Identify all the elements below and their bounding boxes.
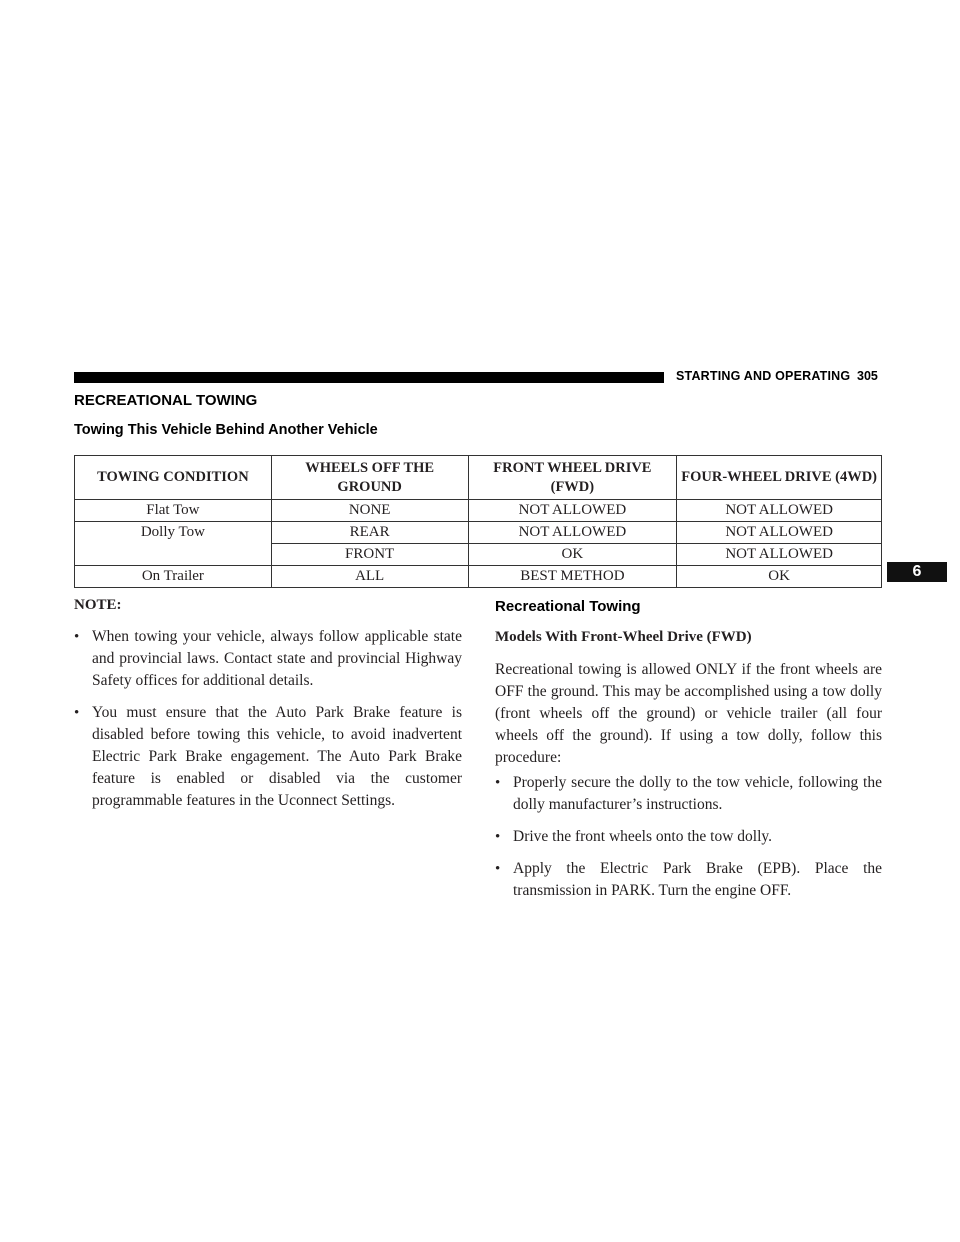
- table-header-row: [75, 456, 882, 500]
- table-cell: On Trailer: [75, 566, 272, 588]
- table-header-cell: WHEELS OFF THE GROUND: [271, 456, 468, 500]
- table-row: [75, 522, 882, 544]
- table-cell: OK: [677, 566, 882, 588]
- bullet-icon: •: [495, 861, 501, 877]
- table-cell: NOT ALLOWED: [468, 522, 677, 544]
- header-rule: [74, 372, 664, 383]
- list-item-text: Apply the Electric Park Brake (EPB). Place the transmission in PARK. Turn the engine OFF.: [513, 860, 882, 899]
- table-row: [75, 500, 882, 522]
- recreational-towing-paragraph: Recreational towing is allowed ONLY if the front wheels are OFF the ground. This may be accomplished using a tow dolly (front wheels off the ground) or vehicle trailer (all four wheels off the ground). If using a tow dolly, follow this procedure:: [495, 661, 882, 766]
- table-cell: NOT ALLOWED: [677, 522, 882, 544]
- table-cell: NOT ALLOWED: [677, 500, 882, 522]
- table-cell: NOT ALLOWED: [468, 500, 677, 522]
- subsection-title: Towing This Vehicle Behind Another Vehicle: [74, 422, 378, 438]
- list-item: [495, 772, 882, 816]
- list-item: [495, 858, 882, 902]
- table-cell: NOT ALLOWED: [677, 544, 882, 566]
- running-header-section: STARTING AND OPERATING: [676, 369, 851, 383]
- bullet-icon: •: [74, 629, 80, 645]
- table-cell: Flat Tow: [75, 500, 272, 522]
- table-cell: BEST METHOD: [468, 566, 677, 588]
- list-item: [74, 702, 462, 812]
- list-item-text: When towing your vehicle, always follow applicable state and provincial laws. Contact state and provincial Highway Safety offices for additional details.: [92, 628, 462, 689]
- table-cell: ALL: [271, 566, 468, 588]
- table-cell: Dolly Tow: [75, 522, 272, 566]
- table-header-cell: FRONT WHEEL DRIVE (FWD): [468, 456, 677, 500]
- recreational-towing-heading: Recreational Towing: [495, 598, 641, 615]
- note-bullet-list: [74, 626, 462, 822]
- note-label: NOTE:: [74, 597, 122, 613]
- list-item: [495, 826, 882, 848]
- table-header-cell: FOUR-WHEEL DRIVE (4WD): [677, 456, 882, 500]
- list-item-text: You must ensure that the Auto Park Brake feature is disabled before towing this vehicle, to avoid inadvertent Electric Park Brake engagement. The Auto Park Brake feature is enabled or disabled via the customer programmable features in the Uconnect Settings.: [92, 704, 462, 809]
- bullet-icon: •: [495, 775, 501, 791]
- list-item-text: Properly secure the dolly to the tow vehicle, following the dolly manufacturer’s instructions.: [513, 774, 882, 813]
- bullet-icon: •: [495, 829, 501, 845]
- table-header-cell: TOWING CONDITION: [75, 456, 272, 500]
- page-number: 305: [857, 369, 878, 383]
- bullet-icon: •: [74, 705, 80, 721]
- table-cell: NONE: [271, 500, 468, 522]
- table-cell: FRONT: [271, 544, 468, 566]
- procedure-bullet-list: [495, 772, 882, 912]
- fwd-models-subheading: Models With Front-Wheel Drive (FWD): [495, 629, 752, 645]
- list-item: [74, 626, 462, 692]
- chapter-tab: 6: [887, 562, 947, 582]
- table-cell: OK: [468, 544, 677, 566]
- list-item-text: Drive the front wheels onto the tow dolly.: [513, 828, 772, 845]
- table-cell: REAR: [271, 522, 468, 544]
- towing-table: [74, 455, 882, 588]
- table-row: [75, 566, 882, 588]
- section-title: RECREATIONAL TOWING: [74, 392, 258, 409]
